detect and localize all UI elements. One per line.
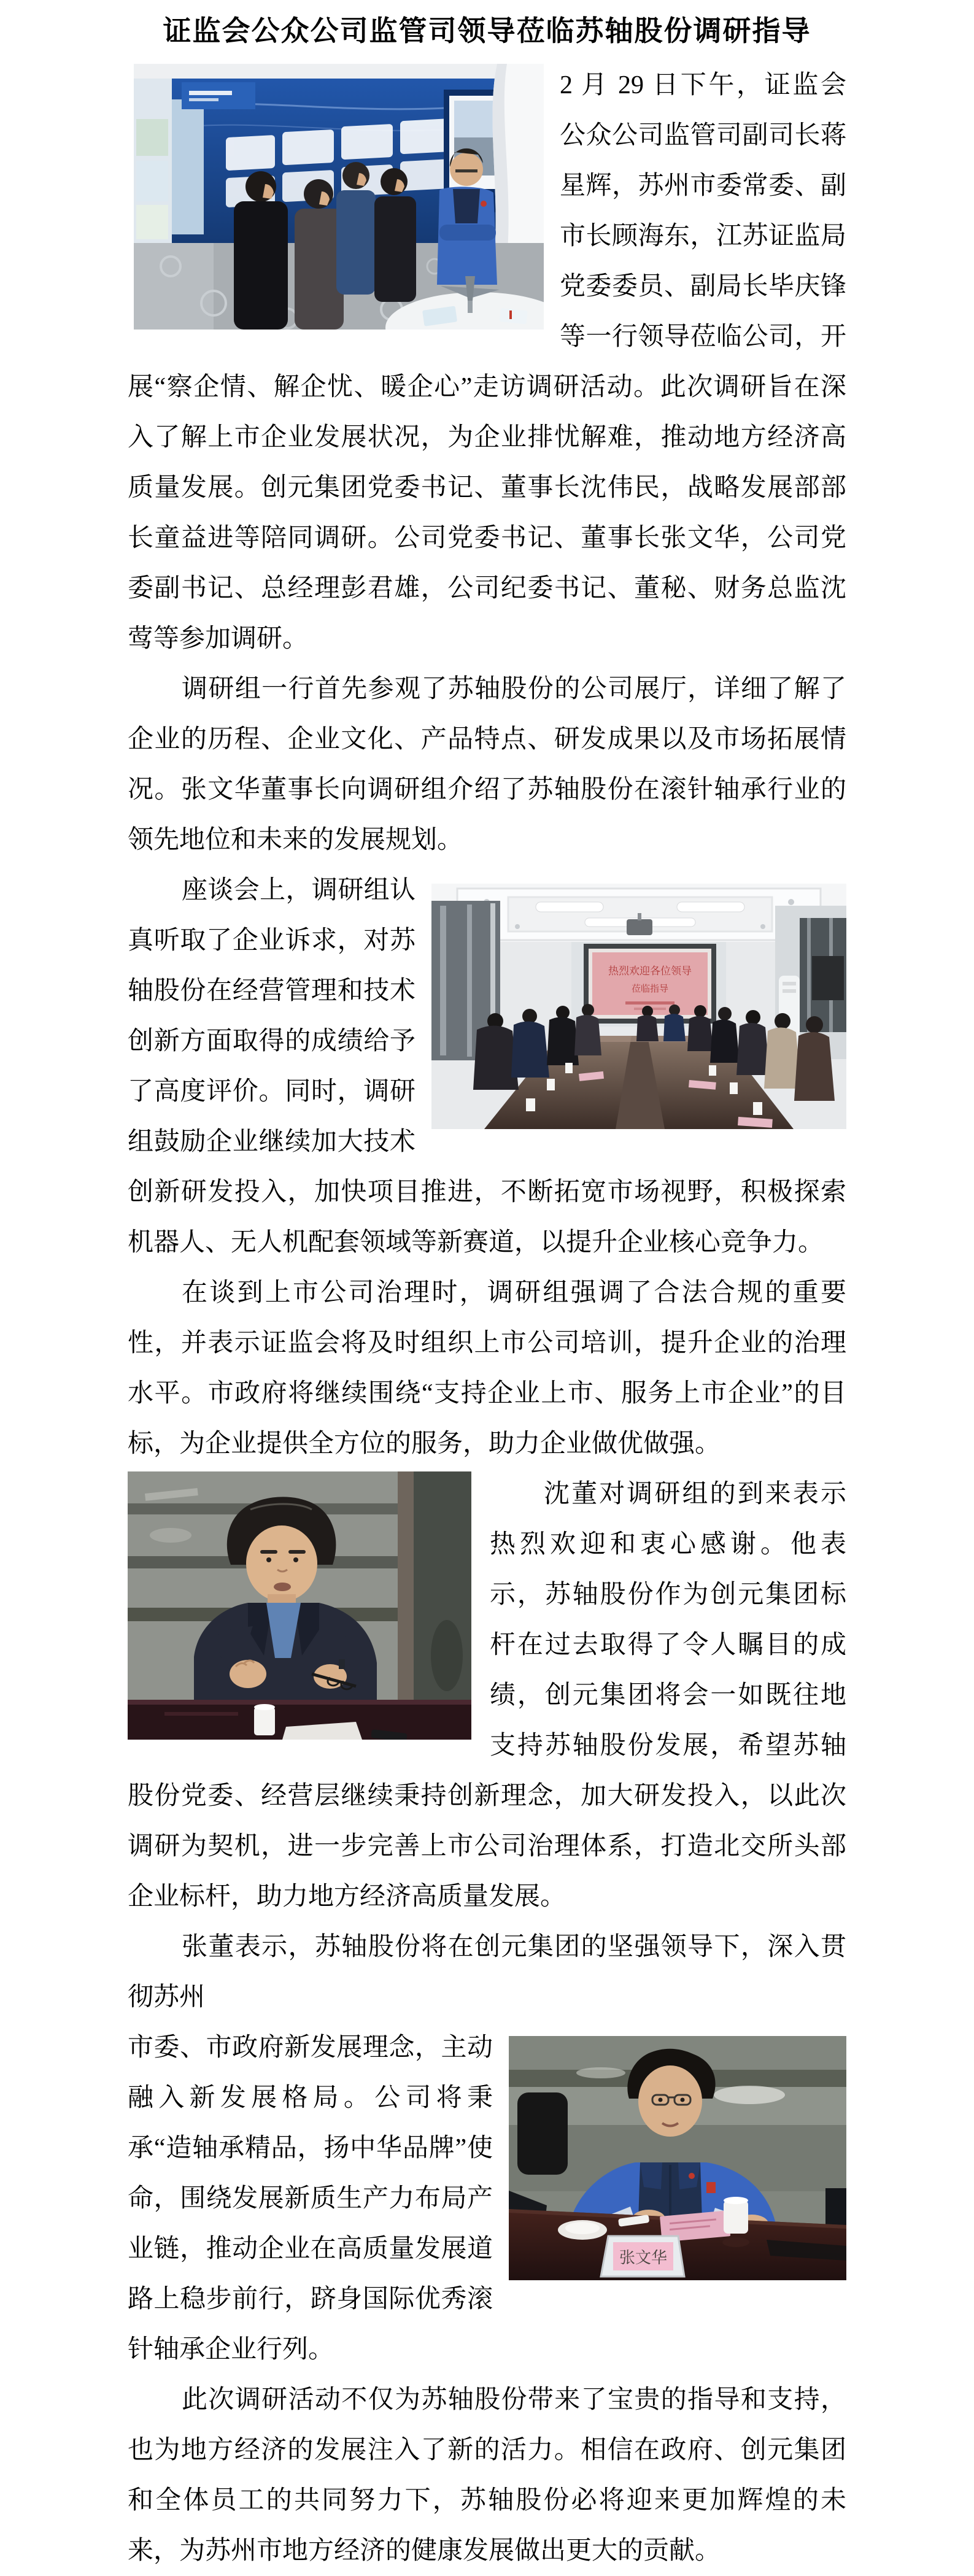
- photo-showroom-visit: [134, 64, 544, 330]
- paragraph-zhang-remarks-line1: [128, 1922, 846, 2023]
- article-title: 证监会公众公司监管司领导莅临苏轴股份调研指导: [163, 15, 811, 47]
- paragraph-exhibition-text: 调研组一行首先参观了苏轴股份的公司展厅，详细了解了企业的历程、企业文化、产品特点、研发成果以及市场拓展情况。张文华董事长向调研组介绍了苏轴股份在滚针轴承行业的领先地位和未来的发展规划。: [128, 675, 846, 854]
- photo-chairman-zhang: [509, 2036, 846, 2280]
- paragraph-shen-remarks-text: 沈董对调研组的到来表示热烈欢迎和衷心感谢。他表示，苏轴股份作为创元集团标杆在过去取得了令人瞩目的成绩，创元集团将会一如既往地支持苏轴股份发展，希望苏轴股份党委、经营层继续秉持创新理念，加大研发投入，以此次调研为契机，进一步完善上市公司治理体系，打造北交所头部企业标杆，助力地方经济高质量发展。: [128, 1480, 846, 1911]
- screen-text-line1: 热烈欢迎各位领导: [608, 965, 692, 977]
- paragraph-shen-remarks: [128, 1469, 846, 1922]
- paragraph-symposium: [128, 865, 846, 1268]
- paragraph-governance: [128, 1268, 846, 1469]
- table-foreground: [128, 1700, 471, 1740]
- showroom-illustration: [134, 64, 544, 330]
- paragraph-zhang-remarks-line1-text: 张董表示，苏轴股份将在创元集团的坚强领导下，深入贯彻苏州: [128, 1933, 846, 2011]
- paragraph-intro-text: 2 月 29 日下午，证监会公众公司监管司副司长蒋星辉，苏州市委常委、副市长顾海东，江苏证监局党委委员、副局长毕庆锋等一行领导莅临公司，开展“察企情、解企忧、暖企心”走访调研活动。此次调研旨在深入了解上市企业发展状况，为企业排忧解难，推动地方经济高质量发展。创元集团党委书记、董事长沈伟民，战略发展部部长童益进等陪同调研。公司党委书记、董事长张文华，公司党委副书记、总经理彭君雄，公司纪委书记、董秘、财务总监沈莺等参加调研。: [128, 71, 846, 653]
- chairman-zhang-illustration: [509, 2036, 846, 2280]
- paragraph-governance-text: 在谈到上市公司治理时，调研组强调了合法合规的重要性，并表示证监会将及时组织上市公司培训，提升企业的治理水平。市政府将继续围绕“支持企业上市、服务上市企业”的目标，为企业提供全方位的服务，助力企业做优做强。: [128, 1279, 846, 1458]
- paragraph-conclusion-text: 此次调研活动不仅为苏轴股份带来了宝贵的指导和支持，也为地方经济的发展注入了新的活力。相信在政府、创元集团和全体员工的共同努力下，苏轴股份必将迎来更加辉煌的未来，为苏州市地方经济的健康发展做出更大的贡献。: [128, 2386, 846, 2565]
- chairman-shen-illustration: [128, 1471, 471, 1740]
- paragraph-symposium-text: 座谈会上，调研组认真听取了企业诉求，对苏轴股份在经营管理和技术创新方面取得的成绩给予了高度评价。同时，调研组鼓励企业继续加大技术创新研发投入，加快项目推进，不断拓宽市场视野，积极探索机器人、无人机配套领域等新赛道，以提升企业核心竞争力。: [128, 876, 846, 1257]
- paragraph-zhang-remarks-rest-text: 市委、市政府新发展理念，主动融入新发展格局。公司将秉承“造轴承精品，扬中华品牌”使命，围绕发展新质生产力布局产业链，推动企业在高质量发展道路上稳步前行，跻身国际优秀滚针轴承企业行列。: [128, 2034, 493, 2364]
- screen-text-line2: 莅临指导: [631, 984, 669, 994]
- photo-chairman-shen: [128, 1471, 471, 1740]
- paragraph-exhibition: [128, 664, 846, 865]
- paragraph-zhang-remarks-rest: [128, 2023, 846, 2375]
- meeting-room-illustration: [431, 884, 846, 1129]
- paragraph-conclusion: [128, 2375, 846, 2576]
- paragraph-intro: [128, 60, 846, 664]
- photo-meeting-room: [431, 884, 846, 1129]
- name-card-text: 张文华: [619, 2249, 668, 2267]
